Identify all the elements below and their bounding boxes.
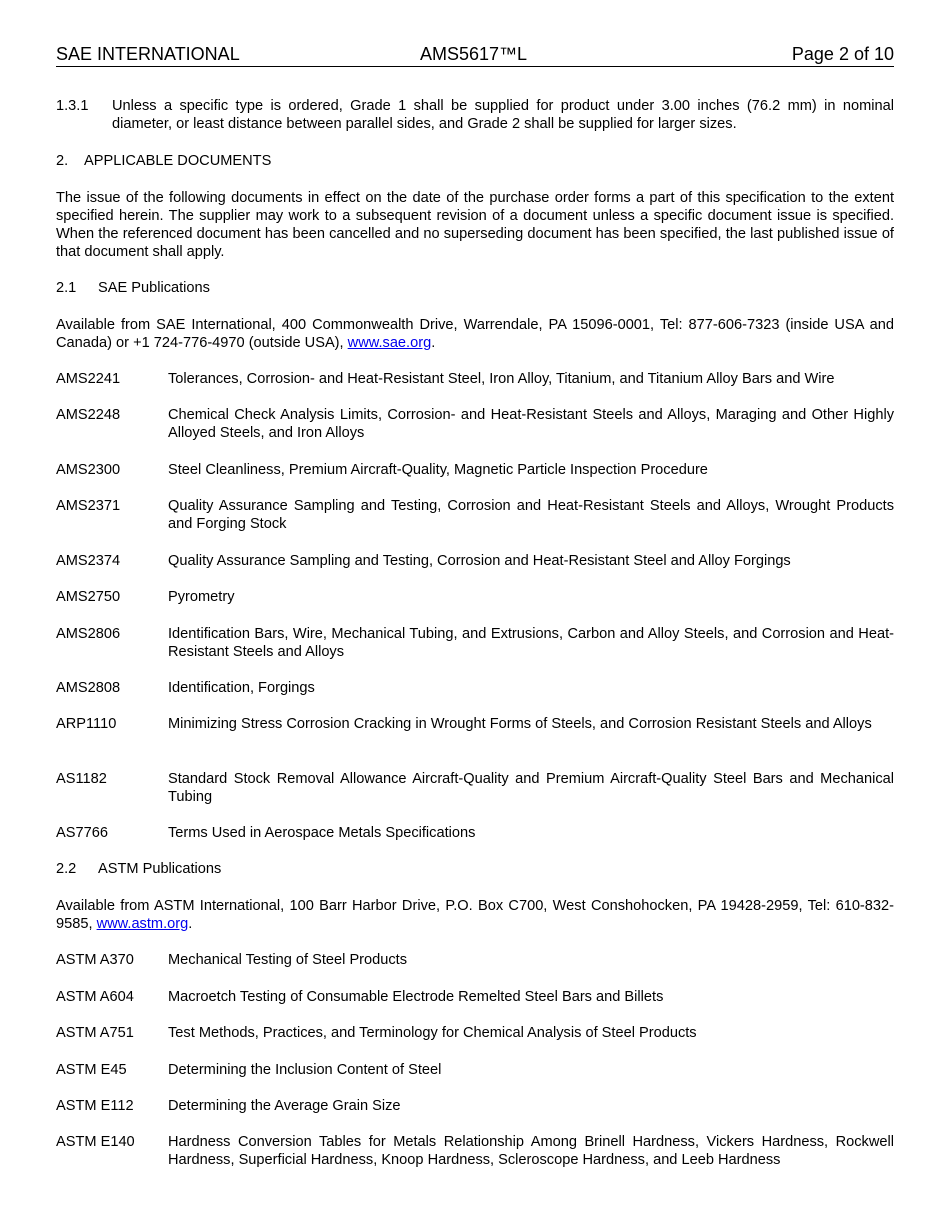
sae-website-link[interactable]: www.sae.org bbox=[347, 335, 432, 351]
doc-title: Quality Assurance Sampling and Testing, Corrosion and Heat-Resistant Steels and Alloys, Wrought Products and Forging Stock bbox=[168, 498, 894, 532]
section-title: SAE Publications bbox=[98, 280, 210, 296]
header-doc-id: AMS5617™L bbox=[420, 44, 528, 64]
clause-1-3-1 bbox=[56, 97, 894, 133]
doc-title: Pyrometry bbox=[168, 589, 235, 605]
doc-title: Identification Bars, Wire, Mechanical Tubing, and Extrusions, Carbon and Alloy Steels, and Corrosion and Heat-Resistant Steels and Alloys bbox=[168, 626, 894, 660]
section-number: 2.1 bbox=[56, 280, 77, 296]
doc-row bbox=[56, 1024, 894, 1042]
doc-row bbox=[56, 679, 894, 697]
astm-website-link[interactable]: www.astm.org bbox=[96, 916, 189, 932]
section-number: 2.2 bbox=[56, 861, 77, 877]
doc-code: AMS2300 bbox=[56, 462, 121, 478]
doc-title: Macroetch Testing of Consumable Electrode Remelted Steel Bars and Billets bbox=[168, 989, 664, 1005]
doc-code: AS7766 bbox=[56, 825, 108, 841]
doc-title: Chemical Check Analysis Limits, Corrosion- and Heat-Resistant Steels and Alloys, Maraging and Other Highly Alloyed Steels, and Iron Alloys bbox=[168, 407, 894, 441]
astm-availability bbox=[56, 897, 894, 933]
doc-row bbox=[56, 988, 894, 1006]
sae-link-suffix: . bbox=[431, 335, 436, 351]
sae-availability bbox=[56, 316, 894, 352]
doc-title: Mechanical Testing of Steel Products bbox=[168, 952, 408, 968]
doc-code: ASTM A751 bbox=[56, 1025, 134, 1041]
doc-code: ASTM E140 bbox=[56, 1134, 135, 1150]
doc-title: Minimizing Stress Corrosion Cracking in Wrought Forms of Steels, and Corrosion Resistant Steels and Alloys bbox=[168, 716, 872, 732]
doc-code: ASTM E112 bbox=[56, 1098, 134, 1114]
doc-row bbox=[56, 1133, 894, 1169]
doc-row bbox=[56, 497, 894, 533]
doc-row bbox=[56, 770, 894, 806]
section-title: APPLICABLE DOCUMENTS bbox=[84, 153, 272, 169]
section-2-intro: The issue of the following documents in effect on the date of the purchase order forms a part of this specification to the extent specified herein. The supplier may work to a subsequent revision of a document unless a specific document issue is specified. When the referenced document has been cancelled and no superseding document has been specified, the last published issue of that document shall apply. bbox=[56, 190, 894, 260]
doc-code: ARP1110 bbox=[56, 716, 117, 732]
header-page-number: Page 2 of 10 bbox=[791, 44, 894, 64]
doc-row bbox=[56, 461, 894, 479]
doc-row bbox=[56, 552, 894, 570]
doc-code: ASTM A604 bbox=[56, 989, 134, 1005]
doc-row bbox=[56, 951, 894, 969]
doc-title: Identification, Forgings bbox=[168, 680, 315, 696]
doc-title: Determining the Inclusion Content of Steel bbox=[168, 1062, 442, 1078]
clause-number: 1.3.1 bbox=[56, 98, 89, 114]
astm-availability-text: Available from ASTM International, 100 Barr Harbor Drive, P.O. Box C700, West Conshohocken, PA 19428-2959, Tel: 610-832-9585, bbox=[56, 898, 894, 932]
section-heading-2-1 bbox=[56, 279, 210, 297]
doc-title: Steel Cleanliness, Premium Aircraft-Quality, Magnetic Particle Inspection Procedure bbox=[168, 462, 708, 478]
sae-availability-text: Available from SAE International, 400 Commonwealth Drive, Warrendale, PA 15096-0001, Tel: 877-606-7323 (inside USA and Canada) or +1 724-776-4970 (outside USA), bbox=[56, 317, 894, 351]
doc-title: Hardness Conversion Tables for Metals Relationship Among Brinell Hardness, Vickers Hardness, Rockwell Hardness, Superficial Hardness, Knoop Hardness, Scleroscope Hardness, and Leeb Hardness bbox=[168, 1134, 894, 1168]
doc-title: Tolerances, Corrosion- and Heat-Resistant Steel, Iron Alloy, Titanium, and Titanium Alloy Bars and Wire bbox=[168, 371, 835, 387]
doc-title: Test Methods, Practices, and Terminology for Chemical Analysis of Steel Products bbox=[168, 1025, 697, 1041]
doc-row bbox=[56, 1061, 894, 1079]
doc-row bbox=[56, 824, 894, 842]
section-heading-2 bbox=[56, 152, 271, 170]
doc-code: ASTM E45 bbox=[56, 1062, 127, 1078]
doc-row bbox=[56, 625, 894, 661]
doc-title: Quality Assurance Sampling and Testing, Corrosion and Heat-Resistant Steel and Alloy Forgings bbox=[168, 553, 791, 569]
doc-row bbox=[56, 406, 894, 442]
doc-row bbox=[56, 370, 894, 388]
section-title: ASTM Publications bbox=[98, 861, 222, 877]
doc-title: Terms Used in Aerospace Metals Specifications bbox=[168, 825, 476, 841]
doc-title: Standard Stock Removal Allowance Aircraft-Quality and Premium Aircraft-Quality Steel Bars and Mechanical Tubing bbox=[168, 771, 894, 805]
doc-code: AMS2374 bbox=[56, 553, 121, 569]
doc-row bbox=[56, 1097, 894, 1115]
doc-code: AMS2241 bbox=[56, 371, 121, 387]
doc-code: AS1182 bbox=[56, 771, 107, 787]
page-header bbox=[56, 44, 894, 67]
doc-row bbox=[56, 588, 894, 606]
doc-row bbox=[56, 715, 894, 733]
doc-code: AMS2248 bbox=[56, 407, 121, 423]
section-heading-2-2 bbox=[56, 860, 221, 878]
doc-code: AMS2808 bbox=[56, 680, 121, 696]
section-number: 2. bbox=[56, 153, 69, 169]
doc-code: AMS2750 bbox=[56, 589, 121, 605]
doc-code: AMS2371 bbox=[56, 498, 121, 514]
header-org: SAE INTERNATIONAL bbox=[56, 44, 240, 64]
clause-text: Unless a specific type is ordered, Grade 1 shall be supplied for product under 3.00 inches (76.2 mm) in nominal diameter, or least distance between parallel sides, and Grade 2 shall be supplied for larger sizes. bbox=[112, 98, 894, 132]
doc-code: ASTM A370 bbox=[56, 952, 134, 968]
doc-code: AMS2806 bbox=[56, 626, 121, 642]
astm-link-suffix: . bbox=[188, 916, 193, 932]
doc-title: Determining the Average Grain Size bbox=[168, 1098, 401, 1114]
